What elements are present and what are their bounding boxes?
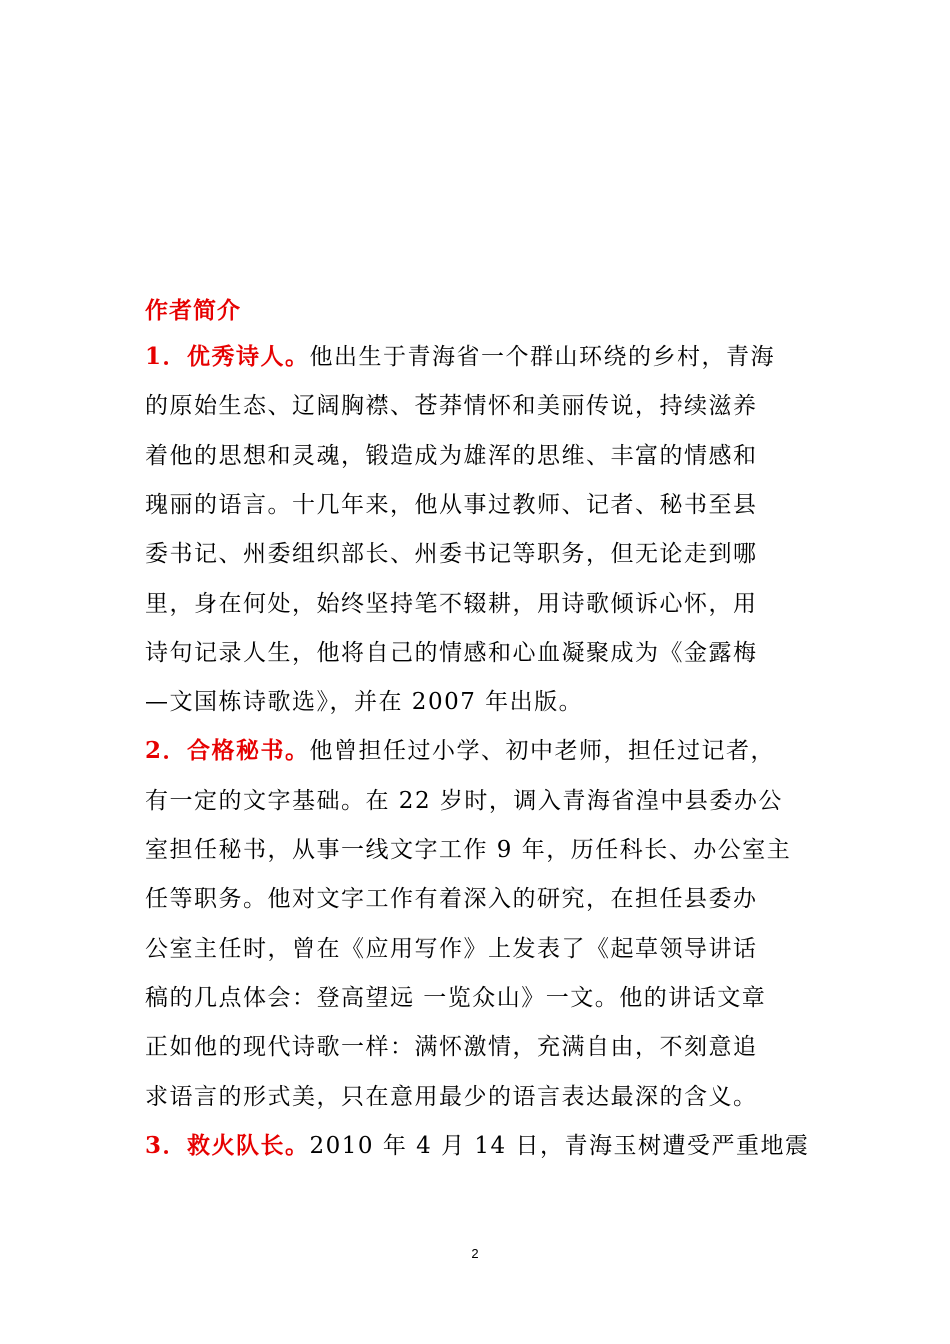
numbered-lead: 3．救火队长。 bbox=[145, 1131, 310, 1159]
line-text: 的原始生态、辽阔胸襟、苍莽情怀和美丽传说，持续滋养 bbox=[145, 393, 758, 420]
line-text: 里，身在何处，始终坚持笔不辍耕，用诗歌倾诉心怀，用 bbox=[145, 590, 758, 617]
line-text: 公室主任时，曾在《应用写作》上发表了《起草领导讲话 bbox=[145, 935, 758, 962]
line-text: 着他的思想和灵魂，锻造成为雄浑的思维、丰富的情感和 bbox=[145, 442, 758, 469]
text-line bbox=[145, 589, 758, 619]
line-text: 正如他的现代诗歌一样：满怀激情，充满自由，不刻意追 bbox=[145, 1034, 758, 1061]
text-line bbox=[145, 1032, 758, 1062]
line-text: 他出生于青海省一个群山环绕的乡村，青海 bbox=[309, 344, 776, 370]
section-heading: 作者简介 bbox=[145, 297, 241, 324]
line-text: 诗句记录人生，他将自己的情感和心血凝聚成为《金露梅 bbox=[145, 639, 758, 666]
text-line bbox=[145, 835, 791, 865]
text-line bbox=[145, 786, 783, 816]
line-text: 他曾担任过小学、初中老师，担任过记者， bbox=[309, 738, 776, 765]
text-line bbox=[145, 441, 758, 471]
line-text: —文国栋诗歌选》，并在 2007 年出版。 bbox=[145, 689, 584, 716]
text-line bbox=[145, 539, 758, 569]
text-line bbox=[145, 1082, 758, 1112]
text-line bbox=[145, 490, 758, 520]
line-text: 2010 年 4 月 14 日，青海玉树遭受严重地震 bbox=[309, 1132, 810, 1159]
text-line bbox=[145, 687, 583, 717]
text-line bbox=[145, 983, 766, 1013]
numbered-lead: 1．优秀诗人。 bbox=[145, 343, 310, 370]
text-line bbox=[145, 884, 758, 914]
line-text: 委书记、州委组织部长、州委书记等职务，但无论走到哪 bbox=[145, 541, 758, 568]
text-line bbox=[145, 1131, 810, 1161]
text-line bbox=[145, 391, 758, 421]
line-text: 瑰丽的语言。十几年来，他从事过教师、记者、秘书至县 bbox=[145, 491, 758, 518]
text-line bbox=[145, 934, 758, 964]
numbered-lead: 2．合格秘书。 bbox=[145, 737, 310, 765]
line-text: 稿的几点体会：登高望远 一览众山》一文。他的讲话文章 bbox=[145, 984, 767, 1011]
line-text: 任等职务。他对文字工作有着深入的研究，在担任县委办 bbox=[145, 886, 758, 913]
text-line bbox=[145, 638, 758, 668]
line-text: 有一定的文字基础。在 22 岁时，调入青海省湟中县委办公 bbox=[145, 787, 783, 814]
line-text: 求语言的形式美，只在意用最少的语言表达最深的含义。 bbox=[145, 1083, 758, 1110]
page-number: 2 bbox=[471, 1246, 479, 1261]
line-text: 室担任秘书，从事一线文字工作 9 年，历任科长、办公室主 bbox=[145, 837, 792, 863]
text-line bbox=[145, 736, 775, 766]
text-line bbox=[145, 342, 775, 372]
